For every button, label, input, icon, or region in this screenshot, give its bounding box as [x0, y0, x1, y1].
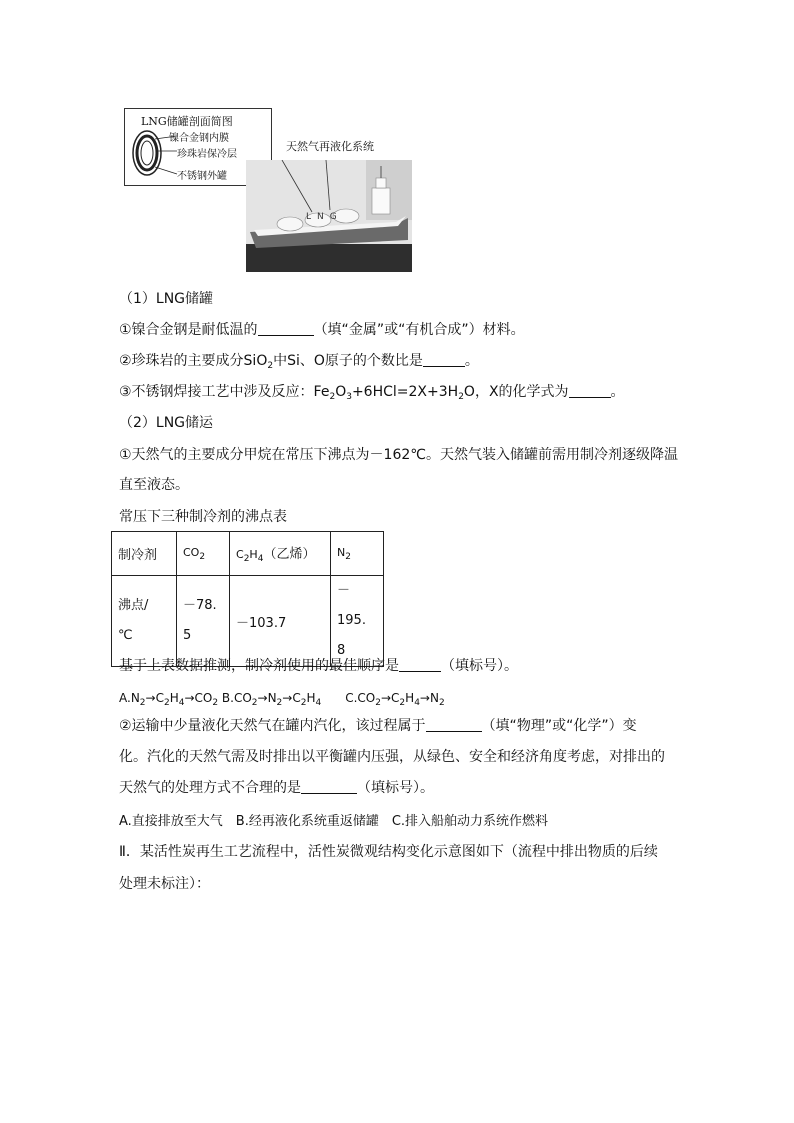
- inset-label-outer-tank: 不锈钢外罐: [177, 171, 227, 182]
- table-header-cell: [230, 532, 331, 576]
- value-co2: －78.: [183, 598, 217, 613]
- table-row: [112, 576, 384, 667]
- answer-blank[interactable]: [569, 383, 611, 398]
- option-text: H: [306, 691, 316, 705]
- option-a: [119, 691, 219, 708]
- value-co2-cont: 5: [183, 628, 192, 643]
- subscript: 2: [438, 698, 445, 708]
- option-b: [218, 691, 322, 708]
- q2-part2-line3-post: （填标号）。: [357, 780, 434, 796]
- header-c2h4: C: [236, 548, 244, 561]
- option-c: [345, 691, 445, 708]
- order-question-post: （填标号）。: [441, 658, 518, 674]
- subscript: 2: [212, 698, 219, 708]
- subscript: 3: [346, 392, 352, 402]
- subscript: 2: [345, 551, 351, 562]
- subscript: 2: [163, 698, 170, 708]
- treatment-options: A.直接排放至大气 B.经再液化系统重返储罐 C.排入船舶动力系统作燃料: [119, 814, 549, 829]
- q2-part2-text: ②运输中少量液化天然气在罐内汽化，该过程属于: [119, 718, 426, 734]
- q1-b-text-post: 。: [464, 353, 479, 369]
- part2-line1: Ⅱ．某活性炭再生工艺流程中，活性炭微观结构变化示意图如下（流程中排出物质的后续: [119, 844, 658, 860]
- option-text: →N: [419, 691, 439, 705]
- q1-a-text: ①镍合金钢是耐低温的: [119, 322, 258, 338]
- subscript: 2: [399, 698, 406, 708]
- value-n2: －195.: [337, 583, 366, 628]
- option-text: →C: [282, 691, 301, 705]
- q1-b-text-mid: 中Si、O原子的个数比是: [273, 353, 423, 369]
- subscript: 2: [199, 551, 206, 562]
- table-cell: [112, 576, 177, 667]
- subscript: 4: [315, 698, 322, 708]
- subscript: 2: [243, 554, 250, 564]
- q2-heading: （2）LNG储运: [119, 415, 214, 431]
- q1-c-text: ③不锈钢焊接工艺中涉及反应：Fe: [119, 384, 330, 400]
- q1-b-text: ②珍珠岩的主要成分SiO: [119, 353, 268, 369]
- header-co2: CO: [183, 545, 200, 559]
- subscript: 2: [267, 361, 274, 371]
- value-n2-cont: 8: [337, 643, 346, 658]
- inset-label-inner-membrane: 镍合金钢内膜: [169, 133, 229, 144]
- value-c2h4: －103.7: [236, 615, 287, 631]
- q1-c: [119, 382, 625, 407]
- table-caption: 常压下三种制冷剂的沸点表: [119, 509, 287, 525]
- q1-c-text-post: 。: [610, 384, 625, 400]
- answer-blank[interactable]: [399, 657, 441, 672]
- q2-part2-text-post: （填“物理”或“化学”）变: [481, 718, 637, 734]
- option-text: →C: [380, 691, 400, 705]
- option-text: B.CO: [218, 691, 252, 705]
- table-header-cell: [112, 532, 177, 576]
- order-question: [119, 656, 518, 676]
- row-label-boiling: 沸点/: [118, 598, 149, 613]
- subscript: 2: [375, 698, 381, 708]
- table-cell: [177, 576, 230, 667]
- answer-blank[interactable]: [426, 717, 482, 732]
- q1-c-text-o: O: [335, 384, 347, 400]
- subscript: 2: [251, 698, 258, 708]
- subscript: 4: [414, 698, 420, 708]
- header-refrigerant: 制冷剂: [118, 548, 158, 563]
- q1-c-text-hcl: +6HCl=2X+3H: [351, 384, 459, 400]
- table-header-cell: [331, 532, 384, 576]
- ship-model-photo: [246, 160, 412, 272]
- q1-a-text-post: （填“金属”或“有机合成”）材料。: [313, 322, 525, 338]
- option-text: H: [169, 691, 179, 705]
- answer-blank[interactable]: [423, 352, 465, 367]
- row-label-unit: ℃: [118, 628, 133, 643]
- option-text: →CO: [184, 691, 213, 705]
- q2-part2-line3-text: 天然气的处理方式不合理的是: [119, 780, 301, 796]
- lng-figure: [124, 108, 414, 274]
- subscript: 4: [178, 698, 185, 708]
- subscript: 2: [276, 698, 283, 708]
- answer-blank[interactable]: [258, 321, 314, 336]
- subscript: 2: [329, 392, 336, 402]
- q2-part2-line1: [119, 716, 637, 736]
- order-question-text: 基于上表数据推测，制冷剂使用的最佳顺序是: [119, 658, 399, 674]
- header-c2h4-h: H: [249, 548, 258, 561]
- boiling-point-table: [111, 531, 384, 667]
- q1-heading: （1）LNG储罐: [119, 291, 214, 307]
- q1-b: [119, 351, 479, 376]
- ship-hull-text: LNG: [306, 212, 343, 222]
- answer-blank[interactable]: [301, 779, 357, 794]
- q2-part2-line2: 化。汽化的天然气需及时排出以平衡罐内压强，从绿色、安全和经济角度考虑，对排出的: [119, 749, 665, 765]
- table-cell: [230, 576, 331, 667]
- table-cell: [331, 576, 384, 667]
- option-text: A.N: [119, 691, 140, 705]
- option-text: →N: [257, 691, 277, 705]
- part2-line2: 处理未标注）：: [119, 876, 210, 892]
- q1-a: [119, 320, 525, 340]
- option-text: H: [405, 691, 415, 705]
- table-header-row: [112, 532, 384, 576]
- q2-intro-line2: 直至液态。: [119, 477, 189, 493]
- q2-part2-line3: [119, 778, 434, 798]
- reliquefaction-label: 天然气再液化系统: [286, 140, 374, 153]
- inset-label-insulation: 珍珠岩保冷层: [177, 149, 237, 160]
- subscript: 2: [139, 698, 146, 708]
- subscript: 2: [458, 392, 464, 402]
- q2-intro-line1: ①天然气的主要成分甲烷在常压下沸点为－162℃。天然气装入储罐前需用制冷剂逐级降温: [119, 447, 678, 463]
- inset-title: LNG储罐剖面简图: [141, 115, 233, 128]
- order-options: [119, 688, 445, 713]
- header-n2: N: [337, 545, 346, 559]
- q1-c-text-x: O，X的化学式为: [463, 384, 569, 400]
- header-ethylene: （乙烯）: [263, 547, 316, 562]
- subscript: 4: [257, 554, 264, 564]
- option-text: C.CO: [345, 691, 376, 705]
- subscript: 2: [300, 698, 307, 708]
- option-text: →C: [145, 691, 164, 705]
- table-header-cell: [177, 532, 230, 576]
